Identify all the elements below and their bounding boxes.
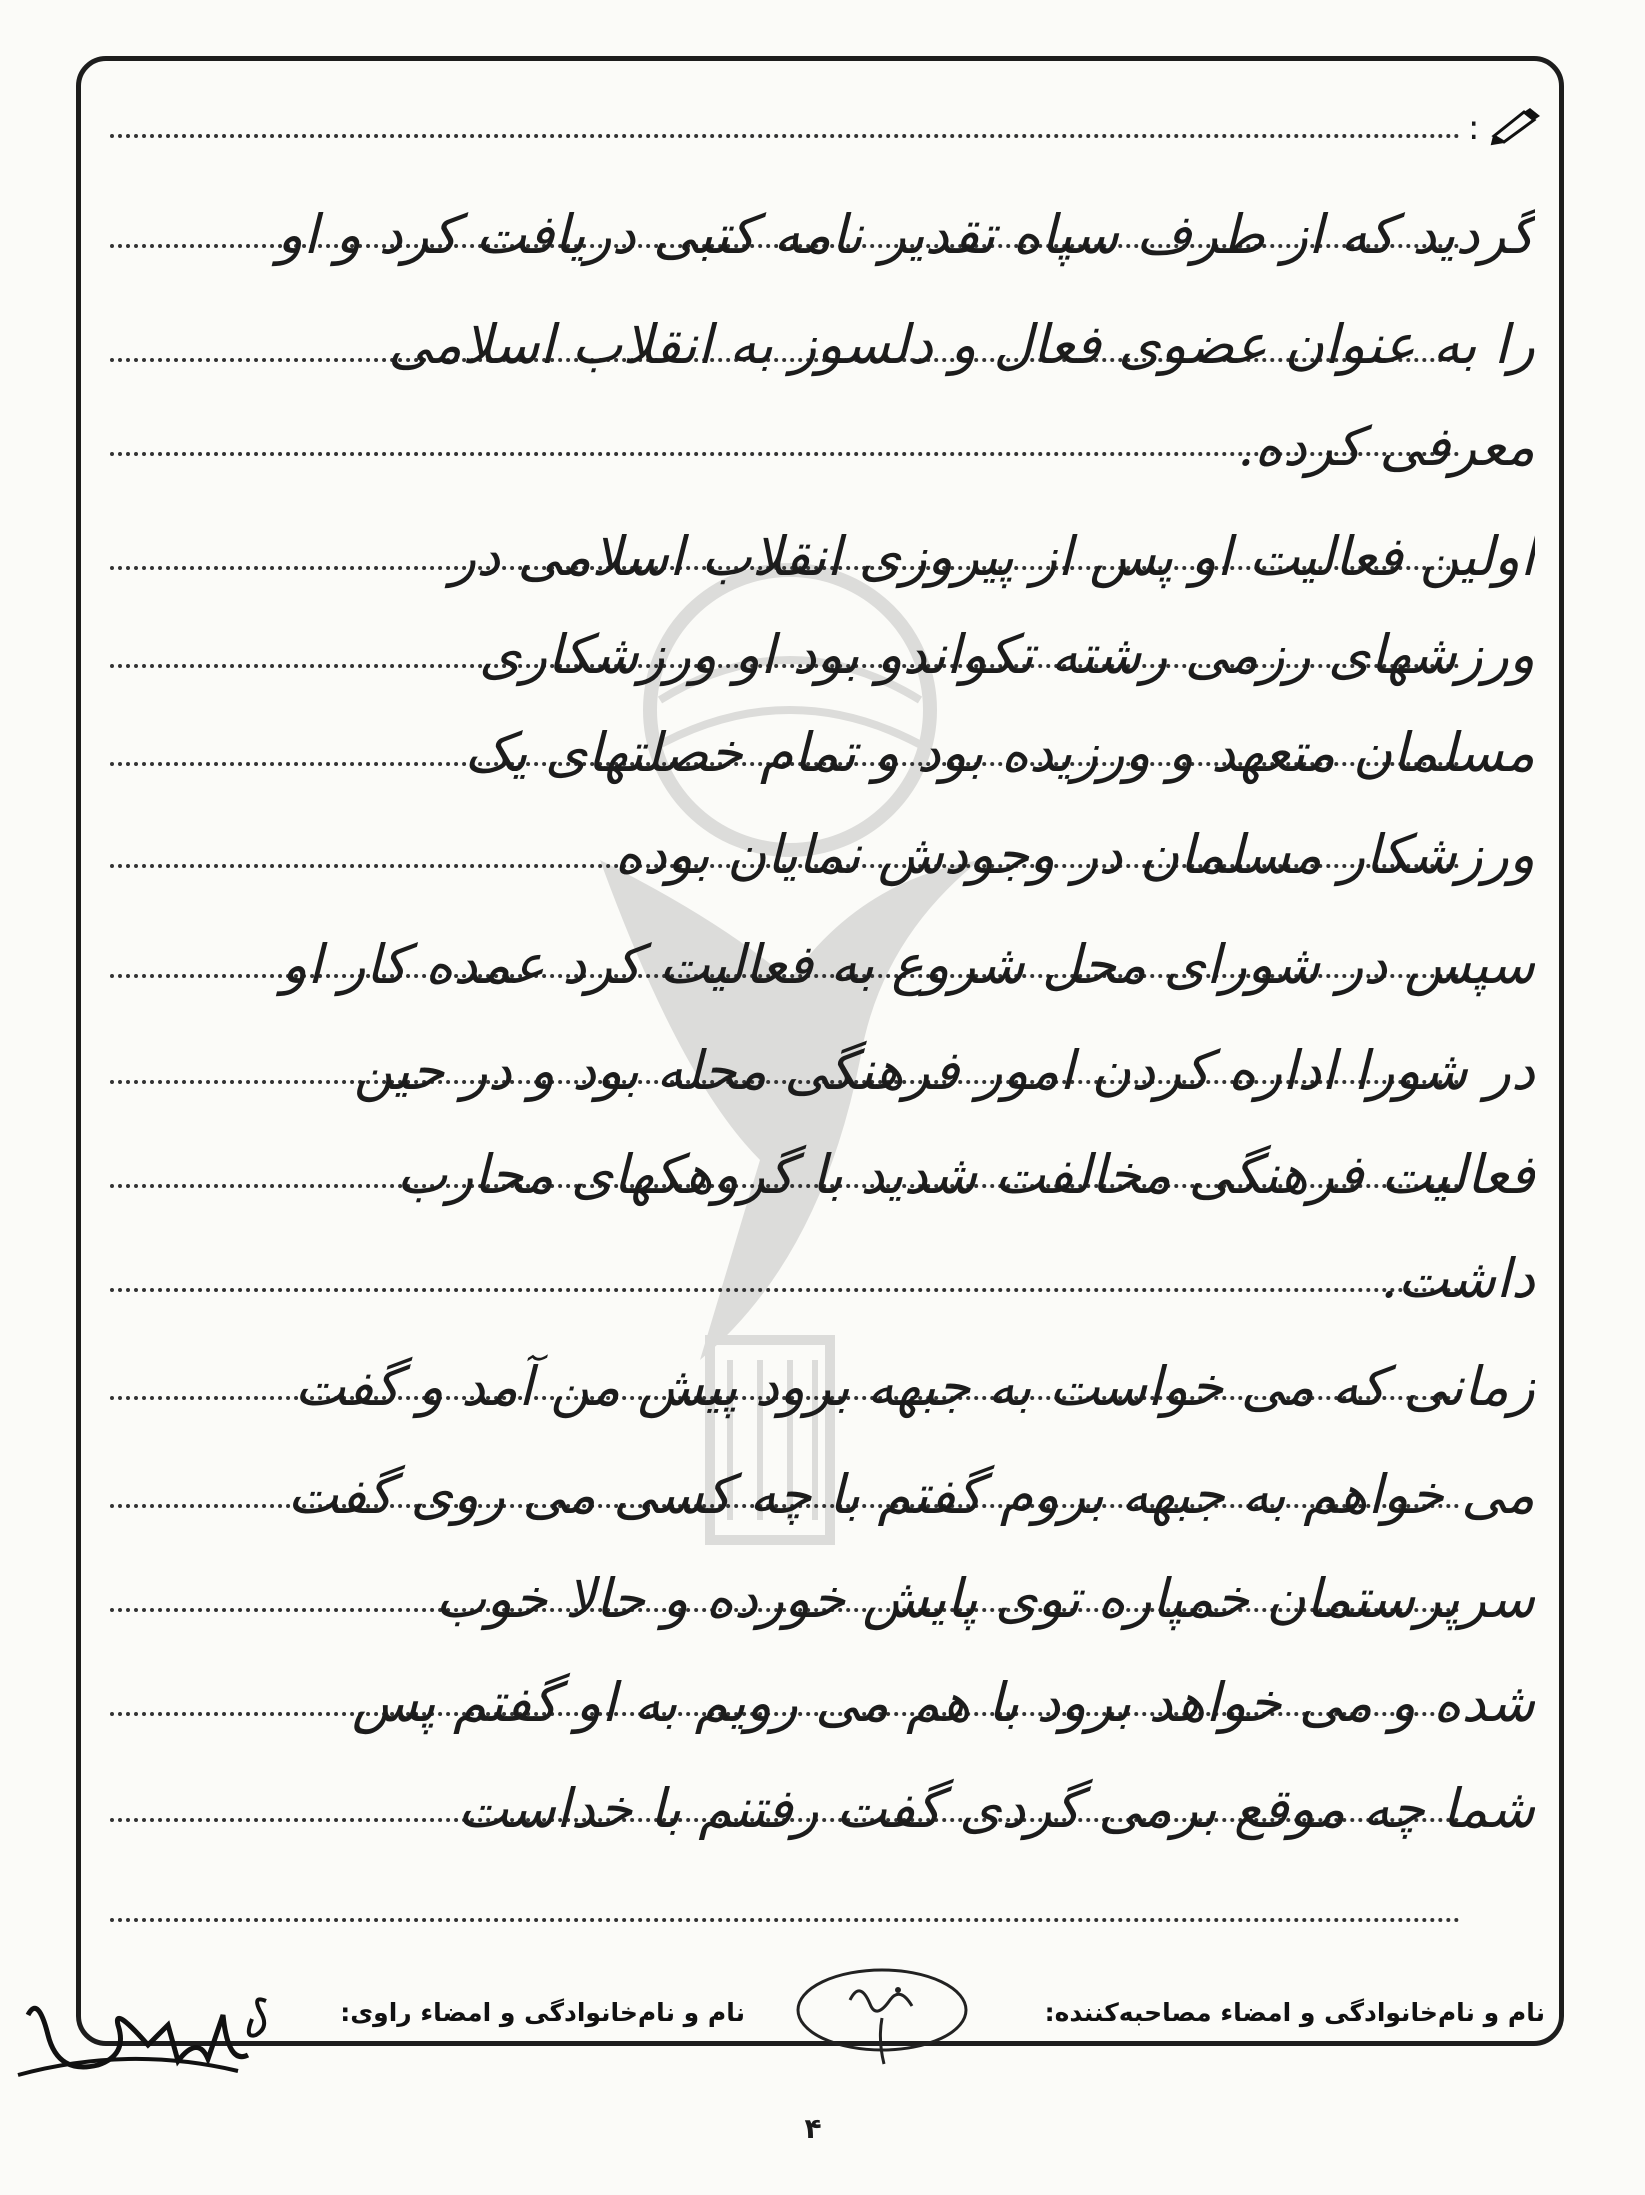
rule-line <box>110 1918 1460 1922</box>
handwritten-line: را به عنوان عضوی فعال و دلسوز به انقلاب اسلامی <box>388 313 1535 376</box>
narrator-signature <box>8 1975 298 2095</box>
handwritten-line: اولین فعالیت او پس از پیروزی انقلاب اسلامی در <box>450 525 1535 588</box>
header-colon: : <box>1468 108 1480 148</box>
handwritten-line: گردید که از طرف سپاه تقدیر نامه کتبی دریافت کرد و او <box>277 203 1535 266</box>
handwritten-line: سرپرستمان خمپاره توی پایش خورده و حالا خوب <box>435 1567 1535 1630</box>
narrator-signature-label: نام و نام‌خانوادگی و امضاء راوی: <box>340 1998 745 2027</box>
pen-icon <box>1490 106 1542 146</box>
handwritten-line: زمانی که می خواست به جبهه برود پیش من آمد و گفت <box>294 1355 1535 1418</box>
handwritten-line: فعالیت فرهنگی مخالفت شدید با گروهکهای محارب <box>396 1143 1535 1206</box>
handwritten-line: مسلمان متعهد و ورزیده بود و تمام خصلتهای یک <box>464 721 1535 784</box>
handwritten-line: ورزشکار مسلمان در وجودش نمایان بوده <box>614 823 1535 886</box>
interviewer-signature <box>790 1960 970 2070</box>
handwritten-line: در شورا اداره کردن امور فرهنگی محله بود و در حین <box>353 1039 1535 1102</box>
interviewer-signature-label: نام و نام‌خانوادگی و امضاء مصاحبه‌کننده: <box>1044 1998 1545 2027</box>
handwritten-line: سپس در شورای محل شروع به فعالیت کرد عمده کار او <box>281 933 1535 996</box>
handwritten-line: شده و می خواهد برود با هم می رویم به او گفتم پس <box>351 1671 1535 1734</box>
page-number: ۴ <box>804 2112 822 2145</box>
handwritten-line: ورزشهای رزمی رشته تکواندو بود او ورزشکاری <box>478 623 1535 686</box>
handwritten-line: شما چه موقع برمی گردی گفت رفتنم با خداست <box>457 1777 1535 1840</box>
handwritten-line: معرفی کرده. <box>1237 415 1535 478</box>
handwritten-line: می خواهم به جبهه بروم گفتم با چه کسی می روی گفت <box>287 1463 1535 1526</box>
rule-line <box>110 134 1460 138</box>
handwritten-line: داشت. <box>1380 1247 1535 1310</box>
